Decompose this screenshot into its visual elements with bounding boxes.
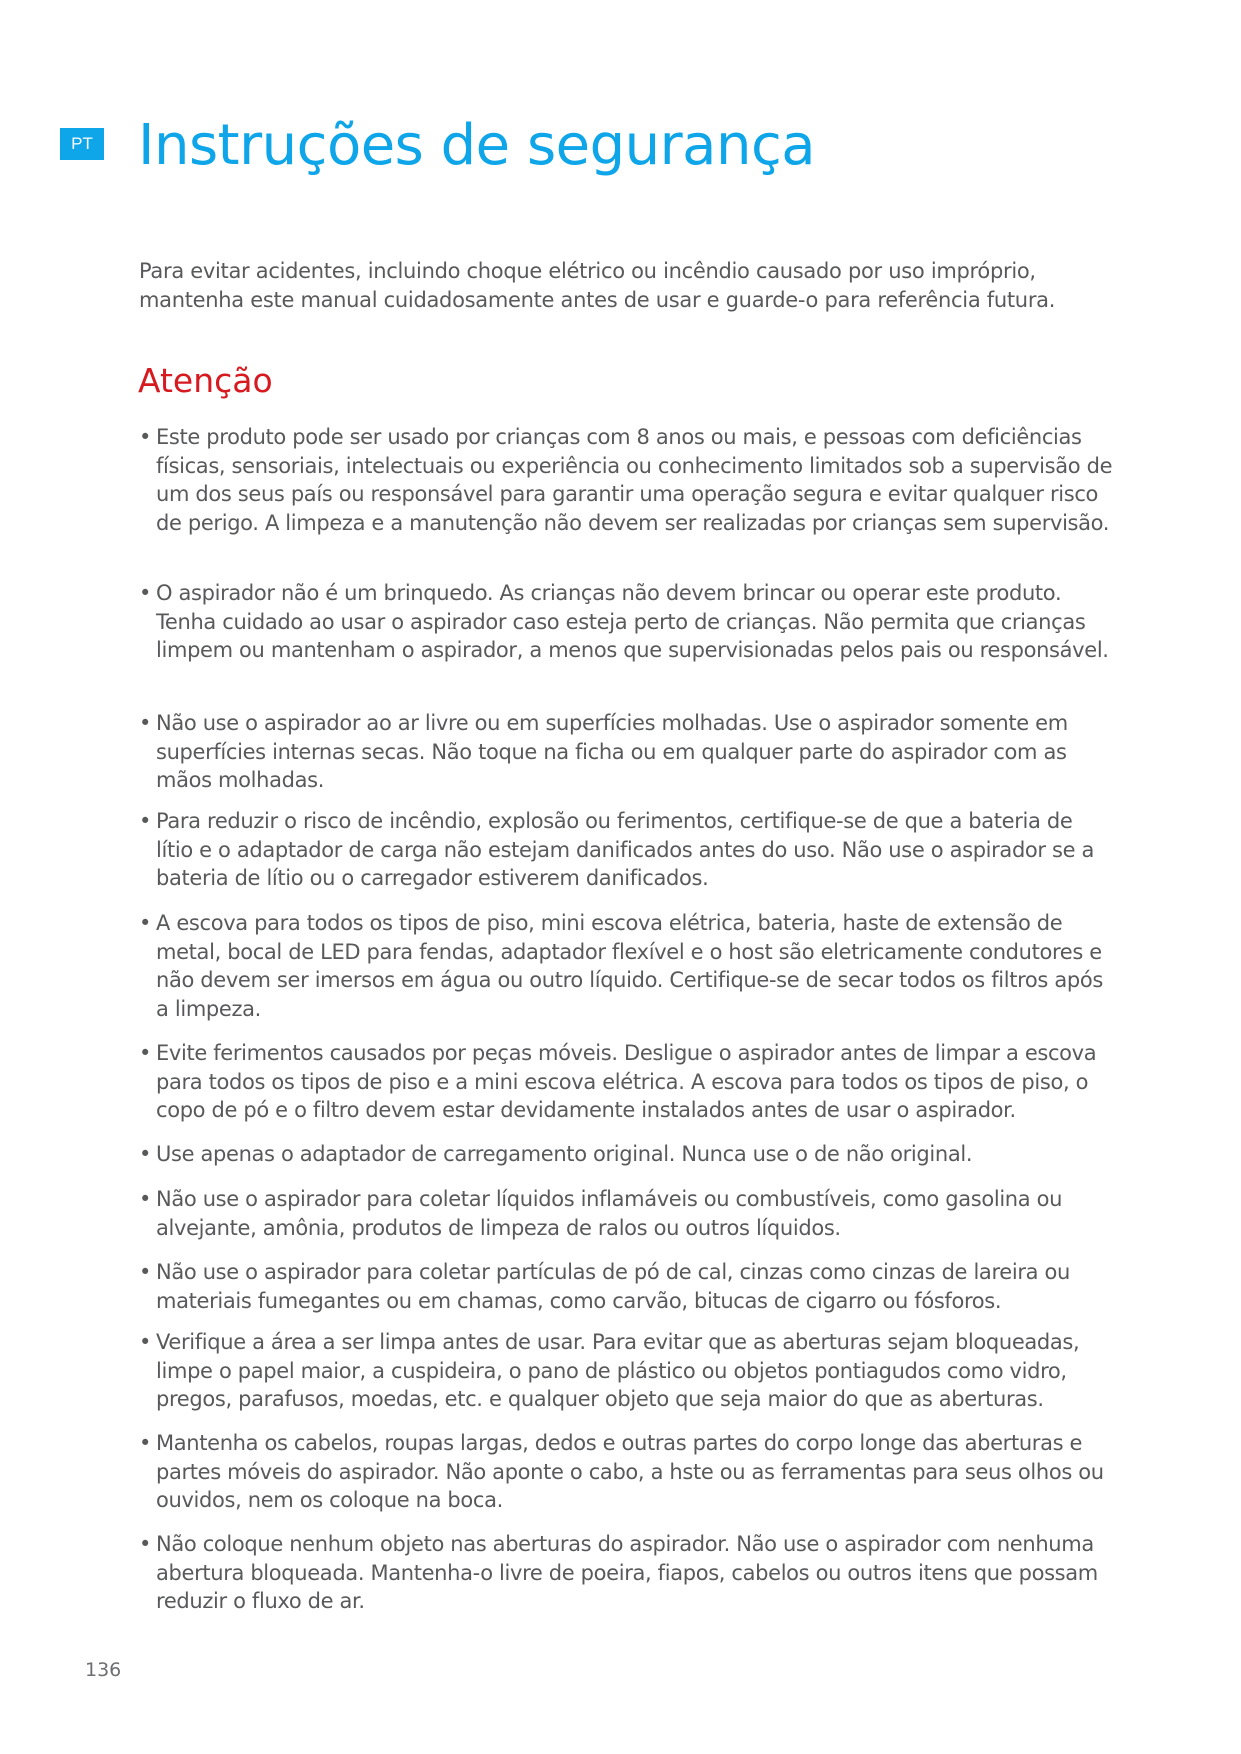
bullet-icon: • <box>139 1431 152 1455</box>
bullet-icon: • <box>139 809 152 833</box>
warning-item <box>139 1328 1114 1414</box>
warning-section-heading: Atenção <box>138 361 273 400</box>
warning-item <box>139 1258 1114 1315</box>
warning-item <box>139 807 1114 893</box>
warning-item <box>139 1429 1114 1515</box>
warning-text: Não use o aspirador para coletar líquidos inflamáveis ou combustíveis, como gasolina ou alvejante, amônia, produtos de limpeza de ralos ou outros líquidos. <box>156 1187 1063 1240</box>
warning-item <box>139 1140 1114 1169</box>
bullet-icon: • <box>139 581 152 605</box>
warning-text: Não coloque nenhum objeto nas aberturas do aspirador. Não use o aspirador com nenhuma abertura bloqueada. Mantenha-o livre de poeira, fiapos, cabelos ou outros itens que possam reduzir o fluxo de ar. <box>156 1532 1098 1613</box>
warning-text: Use apenas o adaptador de carregamento original. Nunca use o de não original. <box>156 1142 973 1166</box>
warning-item <box>139 579 1114 665</box>
language-badge: PT <box>60 128 104 160</box>
warning-text: Não use o aspirador para coletar partículas de pó de cal, cinzas como cinzas de lareira ou materiais fumegantes ou em chamas, como carvão, bitucas de cigarro ou fósforos. <box>156 1260 1070 1313</box>
warning-item <box>139 709 1114 795</box>
intro-line: Para evitar acidentes, incluindo choque elétrico ou incêndio causado por uso impróprio, <box>139 259 1036 283</box>
bullet-icon: • <box>139 1260 152 1284</box>
warning-item <box>139 1039 1114 1125</box>
warning-text: Este produto pode ser usado por crianças com 8 anos ou mais, e pessoas com deficiências físicas, sensoriais, intelectuais ou experiência ou conhecimento limitados sob a supervisão de um dos seus país ou responsável para garantir uma operação segura e evitar qualquer risco de perigo. A limpeza e a manutenção não devem ser realizadas por crianças sem supervisão. <box>156 425 1113 535</box>
bullet-icon: • <box>139 1532 152 1556</box>
bullet-icon: • <box>139 1187 152 1211</box>
warning-item <box>139 1185 1114 1242</box>
page-number: 136 <box>85 1659 122 1681</box>
bullet-icon: • <box>139 711 152 735</box>
bullet-icon: • <box>139 911 152 935</box>
warning-item <box>139 909 1114 1023</box>
warning-text: Para reduzir o risco de incêndio, explosão ou ferimentos, certifique-se de que a bateria de lítio e o adaptador de carga não estejam danificados antes do uso. Não use o aspirador se a bateria de lítio ou o carregador estiverem danificados. <box>156 809 1095 890</box>
bullet-icon: • <box>139 425 152 449</box>
bullet-icon: • <box>139 1041 152 1065</box>
bullet-icon: • <box>139 1330 152 1354</box>
warning-item <box>139 423 1114 537</box>
intro-paragraph <box>139 257 1099 315</box>
warning-text: Verifique a área a ser limpa antes de usar. Para evitar que as aberturas sejam bloqueadas, limpe o papel maior, a cuspideira, o pano de plástico ou objetos pontiagudos como vidro, pregos, parafusos, moedas, etc. e qualquer objeto que seja maior do que as aberturas. <box>156 1330 1080 1411</box>
intro-line: mantenha este manual cuidadosamente antes de usar e guarde-o para referência futura. <box>139 288 1056 312</box>
warning-text: Não use o aspirador ao ar livre ou em superfícies molhadas. Use o aspirador somente em superfícies internas secas. Não toque na ficha ou em qualquer parte do aspirador com as mãos molhadas. <box>156 711 1068 792</box>
bullet-icon: • <box>139 1142 152 1166</box>
warning-item <box>139 1530 1114 1616</box>
warning-text: Mantenha os cabelos, roupas largas, dedos e outras partes do corpo longe das aberturas e partes móveis do aspirador. Não aponte o cabo, a hste ou as ferramentas para seus olhos ou ouvidos, nem os coloque na boca. <box>156 1431 1104 1512</box>
warning-text: A escova para todos os tipos de piso, mini escova elétrica, bateria, haste de extensão de metal, bocal de LED para fendas, adaptador flexível e o host são eletricamente condutores e não devem ser imersos em água ou outro líquido. Certifique-se de secar todos os filtros após a limpeza. <box>156 911 1103 1021</box>
page-title: Instruções de segurança <box>138 113 816 178</box>
warning-text: Evite ferimentos causados por peças móveis. Desligue o aspirador antes de limpar a escova para todos os tipos de piso e a mini escova elétrica. A escova para todos os tipos de piso, o copo de pó e o filtro devem estar devidamente instalados antes de usar o aspirador. <box>156 1041 1097 1122</box>
warning-text: O aspirador não é um brinquedo. As crianças não devem brincar ou operar este produto. Tenha cuidado ao usar o aspirador caso esteja perto de crianças. Não permita que crianças limpem ou mantenham o aspirador, a menos que supervisionadas pelos pais ou responsável. <box>156 581 1109 662</box>
